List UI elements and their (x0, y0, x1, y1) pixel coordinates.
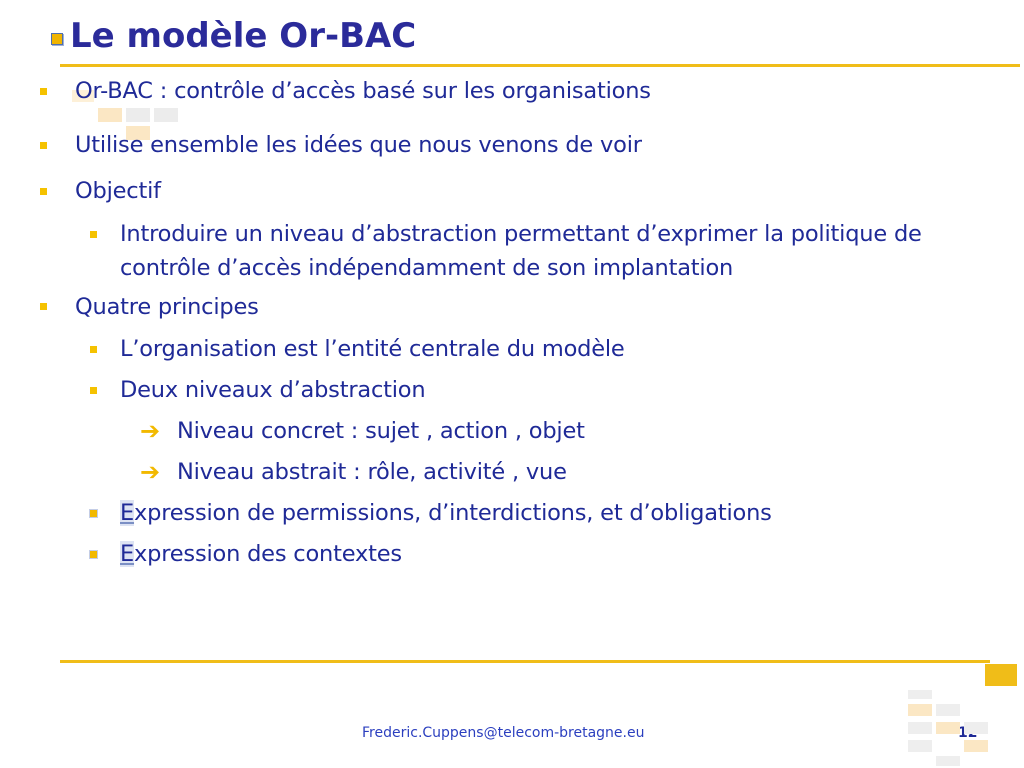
bullet-icon (89, 550, 98, 559)
bullet-icon (90, 346, 97, 353)
corner-decor (985, 664, 1017, 686)
list-item: L’organisation est l’entité centrale du modèle (120, 336, 625, 362)
title-divider (60, 64, 1020, 67)
list-item (120, 496, 772, 530)
list-item (120, 537, 402, 571)
list-item: Quatre principes (75, 294, 259, 320)
title-bullet-icon (51, 33, 63, 45)
corner-decor (964, 740, 988, 752)
list-item: Or-BAC : contrôle d’accès basé sur les organisations (75, 78, 651, 104)
bullet-icon (40, 188, 47, 195)
corner-decor (908, 722, 932, 734)
corner-decor (936, 704, 960, 716)
list-item: Niveau concret : sujet , action , objet (177, 418, 585, 444)
highlighted-letter: E (120, 541, 135, 567)
list-item: Deux niveaux d’abstraction (120, 377, 426, 403)
list-item: Objectif (75, 178, 161, 204)
decor-square (98, 108, 122, 122)
bullet-icon (90, 387, 97, 394)
bullet-icon (40, 88, 47, 95)
highlighted-letter: E (120, 500, 135, 526)
bullet-icon (89, 509, 98, 518)
corner-decor (908, 690, 932, 699)
corner-decor (936, 756, 960, 766)
slide-title: Le modèle Or-BAC (70, 16, 417, 56)
arrow-right-icon: ➔ (140, 458, 161, 486)
list-item: Niveau abstrait : rôle, activité , vue (177, 459, 567, 485)
list-item: Utilise ensemble les idées que nous venons de voir (75, 132, 642, 158)
bullet-icon (40, 303, 47, 310)
corner-decor (908, 740, 932, 752)
list-item-text: xpression des contextes (134, 541, 402, 567)
footer-email-link[interactable]: Frederic.Cuppens@telecom-bretagne.eu (362, 725, 645, 741)
list-item-text: xpression de permissions, d’interdictions, et d’obligations (134, 500, 772, 526)
footer-divider (60, 660, 990, 663)
bullet-icon (90, 231, 97, 238)
bullet-icon (40, 142, 47, 149)
corner-decor (908, 704, 932, 716)
list-item: Introduire un niveau d’abstraction permettant d’exprimer la politique de contrôle d’accès indépendamment de son implantation (120, 221, 922, 281)
corner-decor (936, 722, 960, 734)
decor-square (126, 108, 150, 122)
corner-decor (964, 722, 988, 734)
arrow-right-icon: ➔ (140, 417, 161, 445)
decor-square (154, 108, 178, 122)
